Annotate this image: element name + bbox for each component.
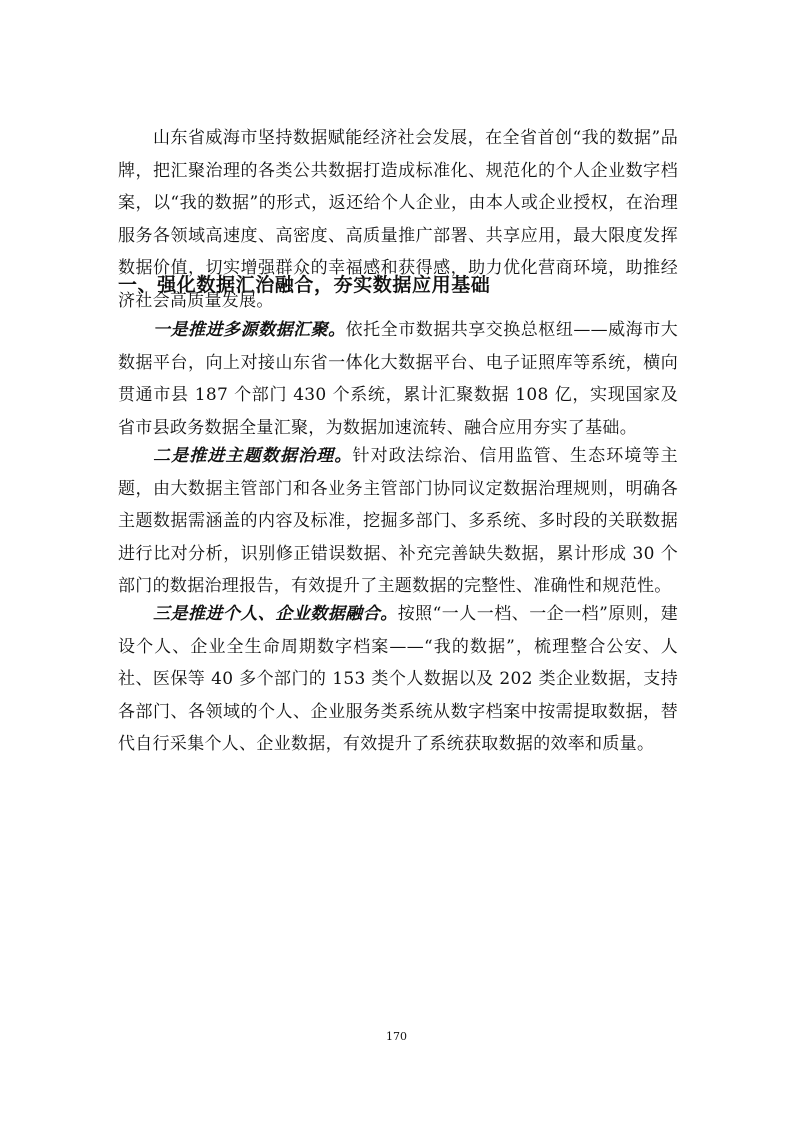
paragraph-1-lead: 一是推进多源数据汇聚。 bbox=[153, 320, 346, 340]
paragraph-3 bbox=[118, 598, 678, 761]
paragraph-1 bbox=[118, 314, 678, 444]
intro-paragraph: 山东省威海市坚持数据赋能经济社会发展，在全省首创“我的数据”品牌，把汇聚治理的各类公共数据打造成标准化、规范化的个人企业数字档案，以“我的数据”的形式，返还给个人企业，由本人或企业授权，在治理服务各领域高速度、高密度、高质量推广部署、共享应用，最大限度发挥数据价值，切实增强群众的幸福感和获得感，助力优化营商环境，助推经济社会高质量发展。 bbox=[118, 128, 678, 311]
paragraph-2-block bbox=[118, 440, 678, 603]
paragraph-3-body: 按照“一人一档、一企一档”原则，建设个人、企业全生命周期数字档案——“我的数据”，梳理整合公安、人社、医保等 40 多个部门的 153 类个人数据以及 202 类企业数据，支持各部门、各领域的个人、企业服务类系统从数字档案中按需提取数据，替代自行采集个人、企业数据，有效提升了系统获取数据的效率和质量。 bbox=[118, 604, 679, 755]
page-number: 170 bbox=[386, 1030, 407, 1043]
paragraph-1-block bbox=[118, 314, 678, 444]
paragraph-2 bbox=[118, 440, 678, 603]
section-heading: 一、强化数据汇治融合，夯实数据应用基础 bbox=[118, 274, 491, 296]
paragraph-3-lead: 三是推进个人、企业数据融合。 bbox=[153, 604, 398, 624]
paragraph-1-body: 依托全市数据共享交换总枢纽——威海市大数据平台，向上对接山东省一体化大数据平台、电子证照库等系统，横向贯通市县 187 个部门 430 个系统，累计汇聚数据 108 亿，实现国家及省市县政务数据全量汇聚，为数据加速流转、融合应用夯实了基础。 bbox=[118, 320, 678, 438]
paragraph-3-block bbox=[118, 598, 678, 761]
paragraph-2-body: 针对政法综治、信用监管、生态环境等主题，由大数据主管部门和各业务主管部门协同议定数据治理规则，明确各主题数据需涵盖的内容及标准，挖掘多部门、多系统、多时段的关联数据进行比对分析，识别修正错误数据、补充完善缺失数据，累计形成 30 个部门的数据治理报告，有效提升了主题数据的完整性、准确性和规范性。 bbox=[118, 446, 678, 597]
paragraph-2-lead: 二是推进主题数据治理。 bbox=[153, 446, 353, 466]
